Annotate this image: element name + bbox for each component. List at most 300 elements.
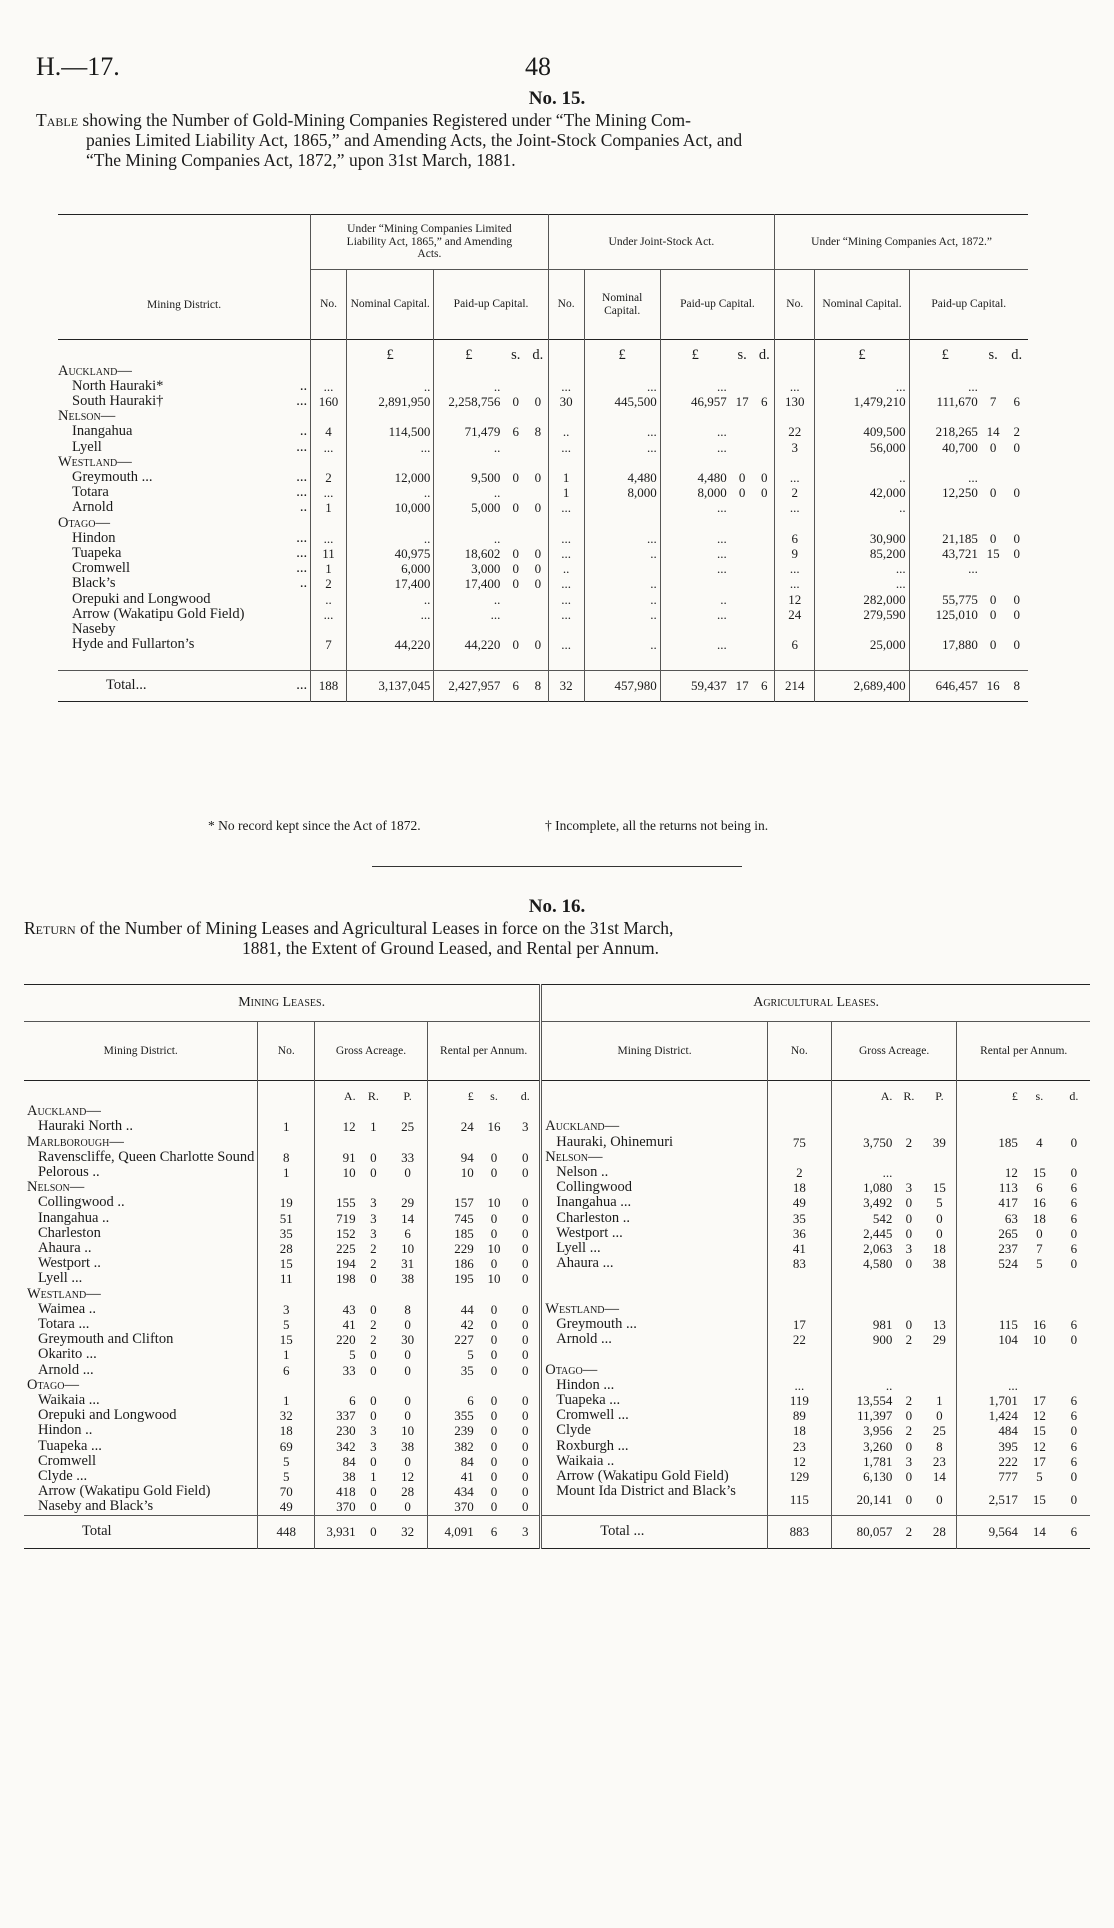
t16-mining-cell: 0	[490, 1301, 498, 1317]
t16-agri-cell: 1,424	[957, 1408, 1021, 1423]
t16-mining-cell	[511, 1104, 541, 1119]
t16-mining-cell: Okarito ...	[38, 1346, 97, 1363]
t15-cell: 0	[1013, 606, 1020, 622]
t15-cell: 0	[1013, 439, 1020, 455]
t16-mining-cell: 29	[401, 1195, 415, 1211]
t16-agri-cell	[922, 1302, 956, 1317]
t15-cell	[754, 440, 774, 455]
t15-cell: ...	[584, 424, 660, 439]
t16-mining-cell: 0	[522, 1362, 529, 1378]
t15-unit-pound: £	[815, 340, 909, 364]
t15-cell: ..	[434, 485, 503, 500]
t15-cell	[730, 561, 755, 576]
t16-mining-cell: 84	[428, 1454, 477, 1469]
t16-mining-cell	[359, 1104, 389, 1119]
t16-mining-cell: Marlborough—	[27, 1133, 124, 1150]
t16-mining-cell: Lyell ...	[38, 1270, 83, 1287]
t16-mining-cell: 28	[258, 1241, 315, 1256]
t15-cell	[754, 409, 774, 424]
t16-mining-cell: 0	[490, 1469, 498, 1485]
t16-row	[24, 1363, 1090, 1378]
t15-cell: 282,000	[815, 592, 909, 607]
t16-mining-cell: 0	[490, 1165, 498, 1181]
t15-cell	[730, 546, 755, 561]
t16-mining-cell: 3	[370, 1195, 377, 1211]
t15-cell	[291, 637, 310, 652]
t16-mining-cell: 0	[490, 1347, 498, 1363]
t16-mining-cell: 6	[258, 1363, 315, 1378]
t16-agri-cell: 6	[1070, 1453, 1078, 1469]
t16-unit-cell: d.	[520, 1089, 530, 1103]
t16-agri-cell: 0	[936, 1225, 943, 1241]
t16-agri-cell: Hauraki, Ohinemuri	[541, 1135, 768, 1150]
t16-mining-cell: 370	[315, 1499, 359, 1515]
t16-row	[24, 1347, 1090, 1362]
t16-row	[24, 1332, 1090, 1347]
t16-agri-cell: 0	[1070, 1165, 1078, 1181]
t15-spacer-cell	[311, 652, 347, 670]
t15-cell: 0	[761, 485, 768, 501]
t15-cell	[548, 364, 584, 379]
t16-agri-cell: Clyde	[541, 1423, 768, 1438]
t15-row	[58, 455, 1028, 470]
t15-cell: ...	[311, 440, 347, 455]
t16-agri-cell	[922, 1119, 956, 1134]
t16-mining-cell: 38	[401, 1438, 415, 1454]
t16-head-no: No.	[258, 1022, 315, 1081]
t16-mining-cell: 195	[428, 1271, 477, 1286]
t16-agri-cell: 0	[905, 1491, 913, 1507]
t16-row	[24, 1454, 1090, 1469]
t15-cell: ..	[434, 440, 503, 455]
t16-row	[24, 1256, 1090, 1271]
t15-cell	[909, 622, 981, 637]
t16-total-mining-cell: 3	[522, 1523, 529, 1539]
t16-mining-cell	[428, 1104, 477, 1119]
t15-cell: ..	[548, 561, 584, 576]
t15-cell: ...	[346, 607, 433, 622]
t15-cell: ...	[296, 560, 308, 577]
t15-cell	[754, 607, 774, 622]
t16-agri-cell	[767, 1302, 831, 1317]
t15-spacer-cell	[346, 652, 433, 670]
t15-units-row	[58, 340, 1028, 364]
t16-mining-cell: Hindon ..	[38, 1422, 93, 1439]
t15-cell	[754, 622, 774, 637]
t16-agri-cell: 18	[767, 1423, 831, 1438]
t16-agri-cell: 237	[957, 1241, 1021, 1256]
t15-cell	[503, 409, 528, 424]
t16-mining-cell	[511, 1135, 541, 1150]
t15-cell	[503, 531, 528, 546]
t15-cell: ...	[775, 576, 815, 591]
t15-spacer-row	[58, 652, 1028, 670]
t15-cell: Auckland—	[58, 362, 132, 379]
t16-agri-cell: 16	[1032, 1317, 1046, 1333]
t16-mining-cell	[315, 1135, 359, 1150]
t16-total-agri-cell: 80,057	[831, 1515, 895, 1548]
t15-cell	[660, 516, 729, 531]
t16-mining-cell: Collingwood ..	[38, 1194, 125, 1211]
t15-cell: Totara	[72, 484, 109, 501]
t16-agri-cell: 777	[957, 1469, 1021, 1484]
t15-cell	[754, 546, 774, 561]
t16-mining-cell: 10	[487, 1195, 501, 1211]
t15-cell: 44,220	[346, 637, 433, 652]
t16-mining-cell	[477, 1378, 511, 1393]
t16-agri-cell	[922, 1150, 956, 1165]
t15-cell	[815, 364, 909, 379]
t16-agri-cell: 17	[1032, 1453, 1046, 1469]
t15-cell: South Hauraki†	[72, 392, 164, 409]
t15-cell	[548, 622, 584, 637]
t15-cell: ..	[434, 531, 503, 546]
t16-mining-cell: 0	[490, 1332, 498, 1348]
t15-cell: 10,000	[346, 500, 433, 515]
t16-mining-cell	[315, 1287, 359, 1302]
t16-mining-cell	[315, 1378, 359, 1393]
t16-agri-cell: 3,750	[831, 1135, 895, 1150]
t15-cell: ...	[548, 592, 584, 607]
t16-mining-cell: 3	[370, 1225, 377, 1241]
t16-mining-cell: 152	[315, 1226, 359, 1241]
t16-agri-cell	[1058, 1302, 1090, 1317]
t16-mining-cell: Charleston	[38, 1224, 101, 1241]
t16-mining-cell: Arrow (Wakatipu Gold Field)	[38, 1483, 211, 1500]
t16-total-mining-cell: 3,931	[315, 1515, 359, 1548]
t16-agri-cell: 524	[957, 1256, 1021, 1271]
t16-mining-cell: 0	[370, 1347, 377, 1363]
t15-total-cell: 8	[1013, 677, 1020, 693]
t15-cell	[291, 364, 310, 379]
t15-cell	[548, 409, 584, 424]
t16-mining-cell: 0	[370, 1453, 377, 1469]
t15-cell: ...	[775, 379, 815, 394]
t15-cell: 40,975	[346, 546, 433, 561]
t16-agri-cell: Roxburgh ...	[541, 1439, 768, 1454]
t15-cell	[754, 500, 774, 515]
t16-mining-cell: 0	[522, 1271, 529, 1287]
t15-cell: ...	[584, 531, 660, 546]
t15-cell: 14	[986, 424, 1000, 440]
t16-agri-cell: 20,141	[831, 1484, 895, 1515]
t15-cell	[1005, 379, 1028, 394]
t16-agri-empty	[541, 1287, 768, 1302]
t16-total-agri-cell: Total ...	[541, 1515, 768, 1548]
t16-mining-cell: 19	[258, 1195, 315, 1210]
t15-cell	[754, 561, 774, 576]
t15-head-nominal-2: Nominal Capital.	[584, 270, 660, 340]
t16-agri-cell	[957, 1119, 1021, 1134]
t16-group-agri: Agricultural Leases.	[541, 985, 1090, 1022]
t16-agri-empty	[831, 1104, 895, 1119]
t15-cell: 445,500	[584, 394, 660, 409]
t15-cell: ...	[296, 529, 308, 546]
t16-mining-cell: 745	[428, 1211, 477, 1226]
t16-agri-cell: 63	[957, 1211, 1021, 1226]
t15-cell	[528, 622, 548, 637]
t15-cell: ...	[775, 561, 815, 576]
t16-mining-cell	[258, 1135, 315, 1150]
t15-cell	[311, 622, 347, 637]
t16-mining-cell: 3	[370, 1438, 377, 1454]
t16-agri-cell: 10	[1032, 1332, 1046, 1348]
t16-mining-cell	[258, 1287, 315, 1302]
t15-cell: ...	[909, 470, 981, 485]
t15-cell: ...	[660, 561, 729, 576]
t15-row	[58, 637, 1028, 652]
t16-mining-cell	[359, 1180, 389, 1195]
t16-agri-cell: 6,130	[831, 1469, 895, 1484]
t15-cell: 6,000	[346, 561, 433, 576]
t16-agri-cell	[1058, 1119, 1090, 1134]
t16-agri-cell	[767, 1119, 831, 1134]
t16-agri-cell: 0	[1070, 1423, 1078, 1439]
t16-agri-cell: 0	[1070, 1256, 1078, 1272]
t15-cell: 111,670	[909, 394, 981, 409]
t16-mining-cell: 220	[315, 1332, 359, 1347]
t15-cell: ...	[909, 561, 981, 576]
t15-cell	[434, 516, 503, 531]
t15-cell	[584, 455, 660, 470]
t15-cell: 0	[1013, 485, 1020, 501]
t15-cell	[503, 440, 528, 455]
t16-mining-cell: 434	[428, 1484, 477, 1499]
t15-spacer-cell	[434, 652, 503, 670]
t16-agri-cell	[767, 1363, 831, 1378]
t15-cell: 2	[311, 470, 347, 485]
t15-cell	[291, 622, 310, 637]
t15-cell	[1005, 516, 1028, 531]
t16-mining-cell: 5	[258, 1469, 315, 1484]
t15-row	[58, 561, 1028, 576]
t16-total-mining-cell: 4,091	[428, 1515, 477, 1548]
t16-agri-empty	[541, 1347, 768, 1362]
t16-agri-cell: 115	[767, 1484, 831, 1515]
t15-spacer-cell	[775, 652, 815, 670]
t16-agri-cell	[895, 1165, 922, 1180]
t16-agri-cell: 0	[1070, 1469, 1078, 1485]
t16-mining-cell: 69	[258, 1439, 315, 1454]
t15-row	[58, 409, 1028, 424]
t16-agri-cell: Lyell ...	[541, 1241, 768, 1256]
t16-agri-cell	[831, 1363, 895, 1378]
t15-cell	[346, 409, 433, 424]
t16-mining-cell: 0	[370, 1362, 377, 1378]
t16-mining-cell: 32	[258, 1408, 315, 1423]
t15-spacer-cell	[730, 652, 755, 670]
t15-cell: ...	[660, 440, 729, 455]
t15-cell: 2	[311, 576, 347, 591]
t16-unit-cell: R.	[367, 1089, 379, 1103]
t15-unit-d: d.	[758, 347, 770, 363]
t15-total-cell: 2,427,957	[434, 670, 503, 701]
t15-cell: Greymouth ...	[72, 468, 153, 485]
t16-mining-cell: Hauraki North ..	[38, 1118, 134, 1135]
t15-cell: 0	[512, 393, 519, 409]
t15-cell: 25,000	[815, 637, 909, 652]
t16-mining-cell: 31	[401, 1256, 415, 1272]
t16-agri-cell: 542	[831, 1211, 895, 1226]
t16-mining-cell: 337	[315, 1408, 359, 1423]
t16-mining-cell: Pelorous ..	[38, 1164, 100, 1181]
t16-agri-cell: 1	[936, 1393, 943, 1409]
t16-agri-cell: 2	[905, 1134, 913, 1150]
t16-agri-empty	[1058, 1287, 1090, 1302]
t15-total-cell: Total...	[106, 676, 147, 693]
t16-agri-cell: 15	[1032, 1491, 1046, 1507]
t16-agri-cell	[1021, 1119, 1058, 1134]
t16-agri-cell: Westland—	[541, 1302, 768, 1317]
t16-row	[24, 1180, 1090, 1195]
t15-cell	[434, 622, 503, 637]
t15-cell: 17,880	[909, 637, 981, 652]
t15-cell: 17,400	[346, 576, 433, 591]
t15-spacer-cell	[584, 652, 660, 670]
t16-mining-cell: 0	[490, 1362, 498, 1378]
t15-cell	[503, 379, 528, 394]
t16-mining-cell: 370	[428, 1499, 477, 1515]
t16-mining-cell: 1	[258, 1165, 315, 1180]
t16-agri-cell: Otago—	[541, 1363, 768, 1378]
t15-head-group-1872: Under “Mining Companies Act, 1872.”	[775, 215, 1028, 270]
t15-cell: ...	[311, 607, 347, 622]
t15-total-cell: 457,980	[584, 670, 660, 701]
t16-agri-cell: 0	[905, 1195, 913, 1211]
t16-mining-cell: 186	[428, 1256, 477, 1271]
t15-cell: ...	[775, 500, 815, 515]
t15-cell	[1005, 561, 1028, 576]
t16-mining-cell: 1	[258, 1393, 315, 1408]
t16-agri-cell	[895, 1119, 922, 1134]
t16-agri-cell: 265	[957, 1226, 1021, 1241]
t15-total-cell: 214	[775, 670, 815, 701]
t16-row	[24, 1211, 1090, 1226]
t16-agri-cell: Nelson—	[541, 1150, 768, 1165]
t16-mining-cell: 0	[490, 1225, 498, 1241]
t16-mining-cell: 0	[404, 1499, 411, 1515]
t15-unit-pound: £	[584, 340, 660, 364]
t16-agri-cell	[831, 1119, 895, 1134]
t15-row	[58, 440, 1028, 455]
t15-total-cell: 32	[548, 670, 584, 701]
t15-cell	[1005, 409, 1028, 424]
t16-mining-cell: 719	[315, 1211, 359, 1226]
t15-cell	[528, 364, 548, 379]
t16-mining-cell: 0	[522, 1347, 529, 1363]
t16-mining-cell	[388, 1104, 427, 1119]
t15-cell	[528, 379, 548, 394]
t16-agri-empty	[895, 1104, 922, 1119]
t15-cell	[909, 409, 981, 424]
t16-row	[24, 1469, 1090, 1484]
table16-number: No. 16.	[528, 896, 586, 917]
t15-row	[58, 622, 1028, 637]
t16-mining-cell: Ravenscliffe, Queen Charlotte Sound	[38, 1148, 255, 1165]
t15-cell: 6	[512, 424, 519, 440]
t15-cell: Tuapeka	[72, 544, 122, 561]
t16-mining-cell: 0	[370, 1484, 377, 1500]
t15-cell: ..	[815, 470, 909, 485]
t16-mining-cell: 10	[487, 1241, 501, 1257]
t16-agri-empty	[831, 1287, 895, 1302]
t15-cell	[815, 455, 909, 470]
t15-cell: Arnold	[72, 499, 114, 516]
t16-mining-cell: 227	[428, 1332, 477, 1347]
t16-agri-cell: 900	[831, 1332, 895, 1347]
t15-total-cell: 3,137,045	[346, 670, 433, 701]
t16-agri-cell: 0	[905, 1225, 913, 1241]
t15-cell: 85,200	[815, 546, 909, 561]
t16-mining-cell	[477, 1287, 511, 1302]
t15-head-no-3: No.	[775, 270, 815, 340]
t15-spacer-cell	[815, 652, 909, 670]
t16-agri-cell: 2,063	[831, 1241, 895, 1256]
t16-agri-cell: 6	[1070, 1210, 1078, 1226]
t16-total-mining-cell: 32	[401, 1523, 415, 1539]
t16-mining-cell: 239	[428, 1423, 477, 1438]
t16-mining-cell: 0	[370, 1408, 377, 1424]
t16-mining-cell: 0	[522, 1256, 529, 1272]
t15-cell	[909, 500, 981, 515]
t16-mining-cell: 49	[258, 1499, 315, 1515]
t16-mining-cell: 0	[490, 1499, 498, 1515]
t16-mining-cell: Tuapeka ...	[38, 1437, 102, 1454]
t15-cell: ...	[296, 392, 308, 409]
t15-total-cell: 8	[534, 677, 542, 693]
t16-agri-cell: 29	[932, 1332, 946, 1348]
t16-agri-empty	[831, 1347, 895, 1362]
t16-unit-cell: £	[957, 1081, 1021, 1105]
t15-cell	[528, 409, 548, 424]
t15-cell: ..	[584, 592, 660, 607]
t15-cell: ..	[434, 379, 503, 394]
t16-mining-cell: 10	[401, 1423, 415, 1439]
t15-total-cell: 17	[735, 677, 749, 693]
t15-cell	[291, 409, 310, 424]
t15-cell: ...	[346, 440, 433, 455]
t16-agri-cell: Auckland—	[541, 1119, 768, 1134]
t15-cell: 71,479	[434, 424, 503, 439]
t15-cell: ...	[548, 546, 584, 561]
t16-mining-cell	[258, 1378, 315, 1393]
t16-agri-empty	[541, 1271, 768, 1286]
t15-spacer-cell	[548, 652, 584, 670]
t15-cell	[981, 561, 1006, 576]
t15-cell: ...	[660, 424, 729, 439]
t16-agri-cell: Arrow (Wakatipu Gold Field)	[541, 1469, 768, 1484]
t15-cell: 1	[548, 485, 584, 500]
t16-total-agri-cell: 28	[932, 1523, 946, 1539]
t16-unit-cell	[24, 1081, 258, 1105]
t16-mining-cell	[315, 1104, 359, 1119]
t15-unit-s: s.	[737, 347, 747, 363]
t16-mining-cell: 3	[522, 1119, 529, 1135]
t15-head-nominal-1: Nominal Capital.	[346, 270, 433, 340]
t16-mining-cell	[428, 1287, 477, 1302]
t15-cell: ...	[548, 440, 584, 455]
t16-agri-cell: Hindon ...	[541, 1378, 768, 1393]
t15-cell: 409,500	[815, 424, 909, 439]
t15-cell	[291, 607, 310, 622]
t16-agri-cell: 115	[957, 1317, 1021, 1332]
t16-mining-cell: Waikaia ...	[38, 1392, 100, 1409]
page-number: 48	[525, 52, 551, 81]
t16-agri-cell: 2	[905, 1423, 913, 1439]
t16-mining-cell: 0	[404, 1165, 411, 1181]
t15-cell: 44,220	[434, 637, 503, 652]
t15-cell	[754, 424, 774, 439]
